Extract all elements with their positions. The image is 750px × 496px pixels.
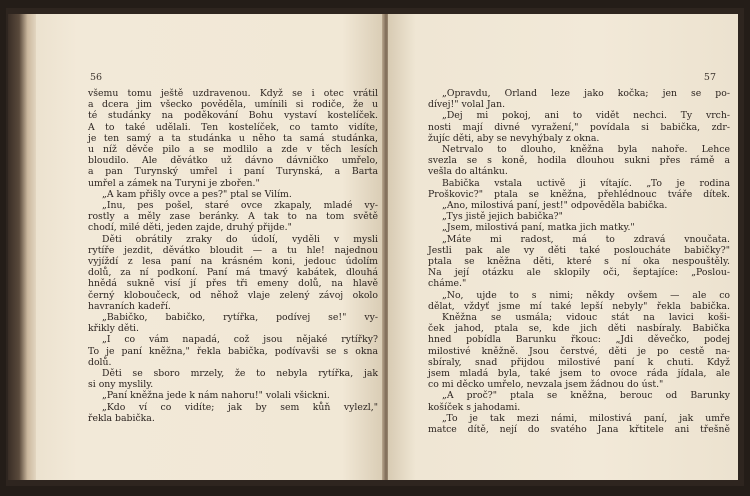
right-page-text [428,88,730,435]
text-line: černý kloboučeck, od něhož vlaje zelený závoj okolo [88,289,378,301]
text-line: Netrvalo to dlouho, kněžna byla nahoře. Lehce [442,144,730,156]
text-line: Děti obrátily zraky do údolí, vyděli v mysli [102,233,378,245]
text-line: vyjíždí z lesa paní na krásném koni, jedouc údolím [88,256,378,268]
text-line: dolů. [88,356,112,368]
text-line: „Dej mi pokoj, ani to vidět nechci. Ty vrch- [442,110,730,122]
left-page-text [88,88,378,424]
text-line: A to také udělali. Ten kostelíček, co tamto vidíte, [88,121,378,133]
text-line: „Jsem, milostivá paní, matka jich matky." [442,222,635,234]
text-line: jsem mladá byla, také jsem to ovoce ráda jídala, ale [428,368,730,380]
text-line: dívej!" volal Jan. [428,99,506,111]
text-line: „Paní kněžna jede k nám nahoru!" volali všickni. [102,390,330,402]
text-line: havraních kadeří. [88,300,171,312]
text-line: Proškovic?" ptala se kněžna, přehlédnouc tváře dítek. [428,188,730,200]
text-line: ptala se kněžna děti, které s ní oka nespouštěly. [428,256,730,268]
text-line: matce dítě, nejí do svatého Jana křtitele ani třešně [428,424,730,436]
text-line: „Babičko, babičko, rytířka, podívej se!" vy- [102,312,378,324]
text-line: žujíc děti, aby se nevyhýbaly z okna. [428,132,600,144]
text-line: „A kam přišly ovce a pes?" ptal se Vilím. [102,188,292,200]
text-line: hnědá sukně visí jí přes tři emeny dolů, na hlavě [88,278,378,290]
text-line: bloudilo. Ale děvátko už dávno dávničko umřelo, [88,155,378,167]
text-line: hned pobídla Barunku řkouc: „Jdi děvečko, podej [428,334,730,346]
left-page [36,14,384,480]
text-line: umřel a zámek na Turyni je zbořen." [88,177,260,189]
text-line: ček jahod, ptala se, kde jich děti nasbíraly. Babička [428,323,730,335]
text-line: milostivé kněžně. Jsou čerstvé, děti je po cestě na- [428,345,730,357]
text-line: Na její otázku ale sklopily oči, šeptajíce: „Poslou- [428,267,730,279]
text-line: je ten samý a ta studánka u něho ta samá studánka, [88,132,378,144]
text-line: té studánky na poděkování Bohu vystaví kostelíček. [88,110,378,122]
text-line: řekla babička. [88,412,155,424]
text-line: Děti se sboro mrzely, že to nebyla rytířka, jak [102,368,378,380]
text-line: co mi děcko umřelo, nevzala jsem žádnou do úst." [428,379,664,391]
text-line: nosti mají divné vyražení," povídala si babička, zdr- [428,121,730,133]
text-line: To je paní kněžna," řekla babička, podívavši se s okna [88,345,378,357]
text-line: Jestli pak ale vy děti také posloucháte babičky?" [428,244,730,256]
text-line: dolů, za ní podkoní. Paní má tmavý kabátek, dlouhá [88,267,378,279]
text-line: rostly a měly zase beránky. A tak to na tom světě [88,211,378,223]
page-number-left: 56 [90,72,103,83]
text-line: dělat, vždyť jsme mí také lepší nebyly" řekla babička. [428,300,730,312]
text-line: „A proč?" ptala se kněžna, berouc od Barunky [442,390,730,402]
text-line: košíček s jahodami. [428,401,521,413]
text-line: křikly děti. [88,323,139,335]
text-line: Babička vstala uctivě ji vítajíc. „To je rodina [442,177,730,189]
text-line: u níž děvče pilo a se modlilo a zde v těch lesích [88,144,378,156]
text-line: „I co vám napadá, což jsou nějaké rytířky? [102,334,378,346]
text-line: cháme." [428,278,467,290]
text-line: „To je tak mezi námi, milostivá paní, jak umře [442,412,730,424]
text-line: „Tys jistě jejich babička?" [442,211,563,223]
text-line: „Máte mi radost, má to zdravá vnoučata. [442,233,730,245]
right-page [388,14,738,480]
text-line: Kněžna se usmála; vidouc stát na lavici koši- [442,312,730,324]
text-line: rytíře jezdit, děvátko bloudit — a tu hle! najednou [88,244,378,256]
text-line: „Kdo ví co vidíte; jak by sem kůň vylezl," [102,401,378,413]
text-line: si ony myslily. [88,379,154,391]
text-line: „Opravdu, Orland leze jako kočka; jen se po- [442,88,730,99]
text-line: chodí, milé děti, jeden zajde, druhý přijde." [88,222,292,234]
text-line: svezla se s koně, hodila dlouhou sukni přes rámě a [428,155,730,167]
text-line: a pan Turynský umřel i paní Turynská, a Barta [88,166,378,178]
book-edge-left [8,14,36,480]
text-line: všemu tomu ještě uzdravenou. Když se i otec vrátil [88,88,378,99]
text-line: vešla do altánku. [428,166,508,178]
text-line: „Ano, milostivá paní, jest!" odpověděla babička. [442,200,668,212]
text-line: „No, ujde to s nimi; někdy ovšem — ale co [442,289,730,301]
text-line: „Inu, pes pošel, staré ovce zkapaly, mladé vy- [102,200,378,212]
text-line: sbíraly, snad přijdou milostivé paní k chuti. Když [428,356,730,368]
page-number-right: 57 [703,72,716,83]
text-line: a dcera jim všecko pověděla, umínili si rodiče, že u [88,99,378,111]
